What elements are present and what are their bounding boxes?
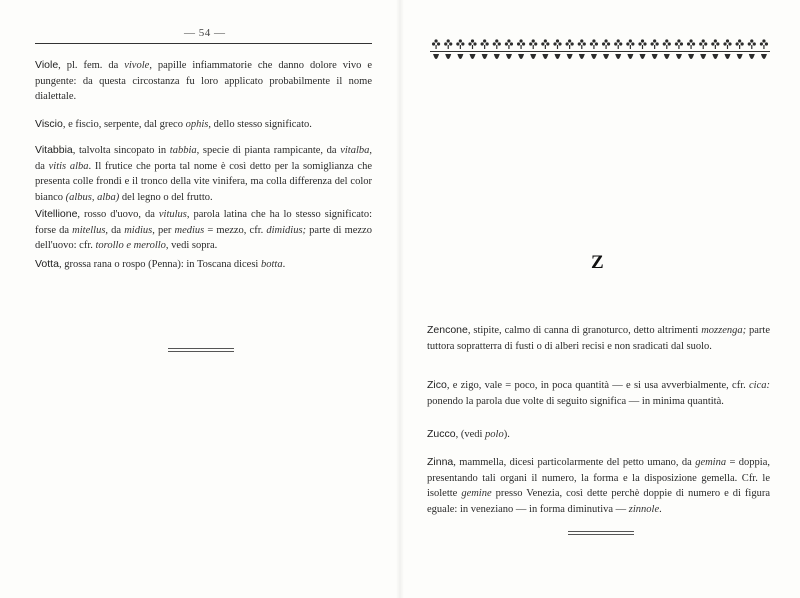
entry-head: Zico bbox=[427, 379, 447, 391]
entry-head: Zinna bbox=[427, 456, 454, 468]
header-rule bbox=[35, 43, 372, 44]
entry-viole: Viole, pl. fem. da vivole, papille infiammatorie che danno dolore vivo e pungente: da questa circostanza fu loro applicato probabilmente il nome dialettale. bbox=[35, 59, 372, 102]
end-rule bbox=[168, 348, 234, 352]
entry-head: Vitabbia bbox=[35, 144, 73, 156]
entry-zencone: Zencone, stipite, calmo di canna di granoturco, detto altrimenti mozzenga; parte tuttora sopratterra di fusti o di alberi recisi e non sradicati dal suolo. bbox=[427, 324, 770, 352]
book-gutter bbox=[396, 0, 404, 598]
section-letter: Z bbox=[591, 252, 604, 273]
entry-viscio: Viscio, e fiscio, serpente, dal greco ophis, dello stesso significato. bbox=[35, 118, 312, 130]
entry-votta: Votta, grossa rana o rospo (Penna): in Toscana dicesi botta. bbox=[35, 258, 286, 270]
end-rule bbox=[568, 531, 634, 535]
entry-head: Zucco bbox=[427, 428, 456, 440]
entry-zico: Zico, e zigo, vale = poco, in poca quantità — e si usa avverbialmente, cfr. cica: ponendo la parola due volte di seguito significa — in minima quantità. bbox=[427, 379, 770, 407]
entry-head: Viole bbox=[35, 59, 59, 71]
entry-head: Zencone bbox=[427, 324, 468, 336]
entry-head: Viscio bbox=[35, 118, 63, 130]
entry-zinna: Zinna, mammella, dicesi particolarmente del petto umano, da gemina = doppia, presentando tali organi il numero, la forma e la disposizione gemella. Cfr. le isolette gemine presso Venezia, così dette perchè doppie di numero e di figura eguale: in veneziano — in forma diminutiva — zinnole. bbox=[427, 456, 770, 515]
entry-head: Votta bbox=[35, 258, 59, 270]
entry-vitellione: Vitellione, rosso d'uovo, da vitulus, parola latina che ha lo stesso significato: forse da mitellus, da midius, per medius = mezzo, cfr. dimidius; parte di mezzo dell'uovo: cfr. torollo e merollo, vedi sopra. bbox=[35, 208, 372, 251]
entry-vitabbia: Vitabbia, talvolta sincopato in tabbia, specie di pianta rampicante, da vitalba, da vitis alba. Il frutice che porta tal nome è così detto per la somiglianza che presenta colle frondi e il tronco della vite vinifera, ma colla differenza del color bianco (albus, alba) del legno o del frutto. bbox=[35, 144, 373, 203]
ornament-rule bbox=[430, 51, 770, 52]
entry-head: Vitellione bbox=[35, 208, 78, 220]
entry-zucco: Zucco, (vedi polo). bbox=[427, 428, 510, 440]
page-number: — 54 — bbox=[184, 27, 226, 39]
